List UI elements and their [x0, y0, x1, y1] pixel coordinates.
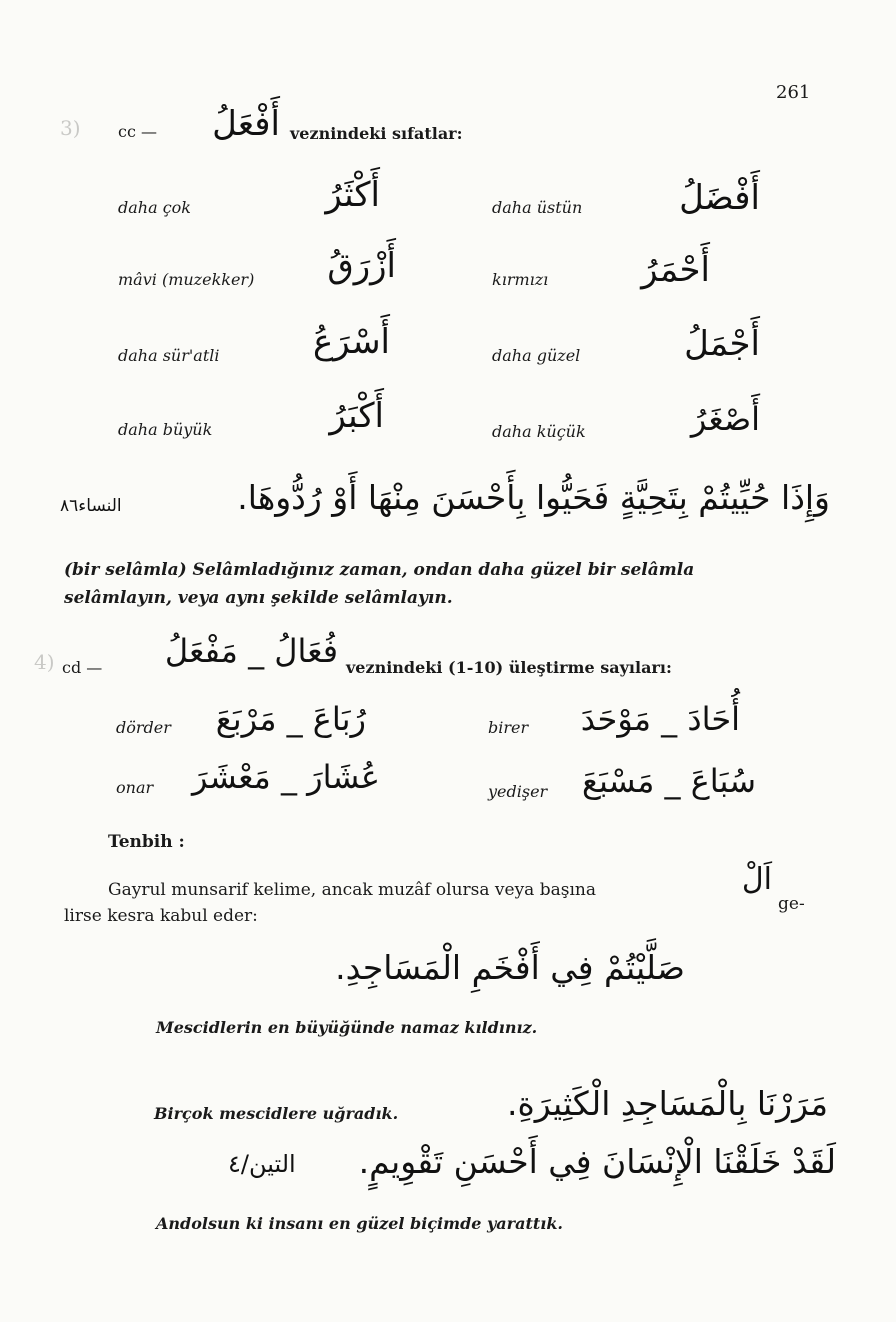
verse-1-reference: النساء٨٦ — [60, 496, 122, 516]
section-cd-heading: veznindeki (1-10) üleştirme sayıları: — [346, 658, 672, 677]
cc-tr-0: daha çok — [118, 198, 191, 217]
cc-tr-2: mâvi (muzekker) — [118, 270, 255, 289]
cc-ar-7: أَصْغَرُ — [690, 400, 760, 438]
section-cc-heading: veznindeki sıfatlar: — [290, 124, 463, 143]
page-number: 261 — [776, 82, 811, 103]
section-marker-cc: 3) — [60, 116, 81, 140]
cd-ar-0: رُبَاعَ _ مَرْبَعَ — [215, 700, 366, 738]
section-marker-cd: 4) — [34, 650, 55, 674]
tenbih-al: اَلْ — [741, 862, 772, 897]
cd-tr-2: onar — [116, 778, 154, 797]
cc-tr-1: daha üstün — [492, 198, 583, 217]
cd-ar-3: سُبَاعَ _ مَسْبَعَ — [581, 762, 756, 800]
example-3-arabic: لَقَدْ خَلَقْنَا الْإِنْسَانَ فِي أَحْسَنِ تَقْوِيمٍ. — [358, 1142, 836, 1181]
example-1-translation: Mescidlerin en büyüğünde namaz kıldınız. — [156, 1018, 538, 1037]
cd-tr-1: birer — [488, 718, 529, 737]
section-cd-pattern: فُعَالُ _ مَفْعَلُ — [164, 632, 338, 670]
section-cc-label: cc — — [118, 122, 158, 141]
example-2-translation: Birçok mescidlere uğradık. — [154, 1104, 399, 1123]
cd-tr-0: dörder — [116, 718, 171, 737]
cc-ar-1: أَفْضَلُ — [679, 178, 760, 218]
verse-1-translation-line1: (bir selâmla) Selâmladığınız zaman, ondan daha güzel bir selâmla — [64, 560, 695, 580]
cc-ar-6: أَكْبَرُ — [329, 396, 384, 436]
tenbih-line2: lirse kesra kabul eder: — [64, 906, 258, 926]
cc-ar-2: أَزْرَقُ — [327, 246, 396, 286]
cc-tr-5: daha güzel — [492, 346, 581, 365]
cc-ar-5: أَجْمَلُ — [684, 324, 760, 364]
tenbih-title: Tenbih : — [108, 832, 185, 852]
cd-tr-3: yedişer — [488, 782, 548, 801]
section-cd-label: cd — — [62, 658, 103, 677]
cc-ar-0: أَكْثَرُ — [325, 175, 380, 215]
cc-ar-3: أَحْمَرُ — [641, 250, 710, 290]
tenbih-line1: Gayrul munsarif kelime, ancak muzâf olursa veya başına — [108, 880, 596, 900]
tenbih-line1-end: ge- — [778, 894, 805, 914]
example-2-arabic: مَرَرْنَا بِالْمَسَاجِدِ الْكَثِيرَةِ. — [507, 1084, 828, 1123]
cc-ar-4: أَسْرَعُ — [313, 322, 390, 362]
verse-1-translation-line2: selâmlayın, veya aynı şekilde selâmlayın. — [64, 588, 453, 608]
verse-1-arabic: وَإِذَا حُيِّيتُمْ بِتَحِيَّةٍ فَحَيُّوا بِأَحْسَنَ مِنْهَا أَوْ رُدُّوهَا. — [237, 478, 830, 517]
section-cc-pattern: أَفْعَلُ — [212, 104, 280, 144]
example-1-arabic: صَلَّيْتُمْ فِي أَفْخَمِ الْمَسَاجِدِ. — [335, 948, 685, 987]
example-3-reference: التين/٤ — [228, 1150, 296, 1178]
example-3-translation: Andolsun ki insanı en güzel biçimde yarattık. — [156, 1214, 563, 1233]
cc-tr-7: daha küçük — [492, 422, 586, 441]
cd-ar-1: أُحَادَ _ مَوْحَدَ — [580, 700, 740, 738]
cc-tr-4: daha sür'atli — [118, 346, 220, 365]
cd-ar-2: عُشَارَ _ مَعْشَرَ — [192, 758, 380, 796]
cc-tr-6: daha büyük — [118, 420, 213, 439]
cc-tr-3: kırmızı — [492, 270, 549, 289]
